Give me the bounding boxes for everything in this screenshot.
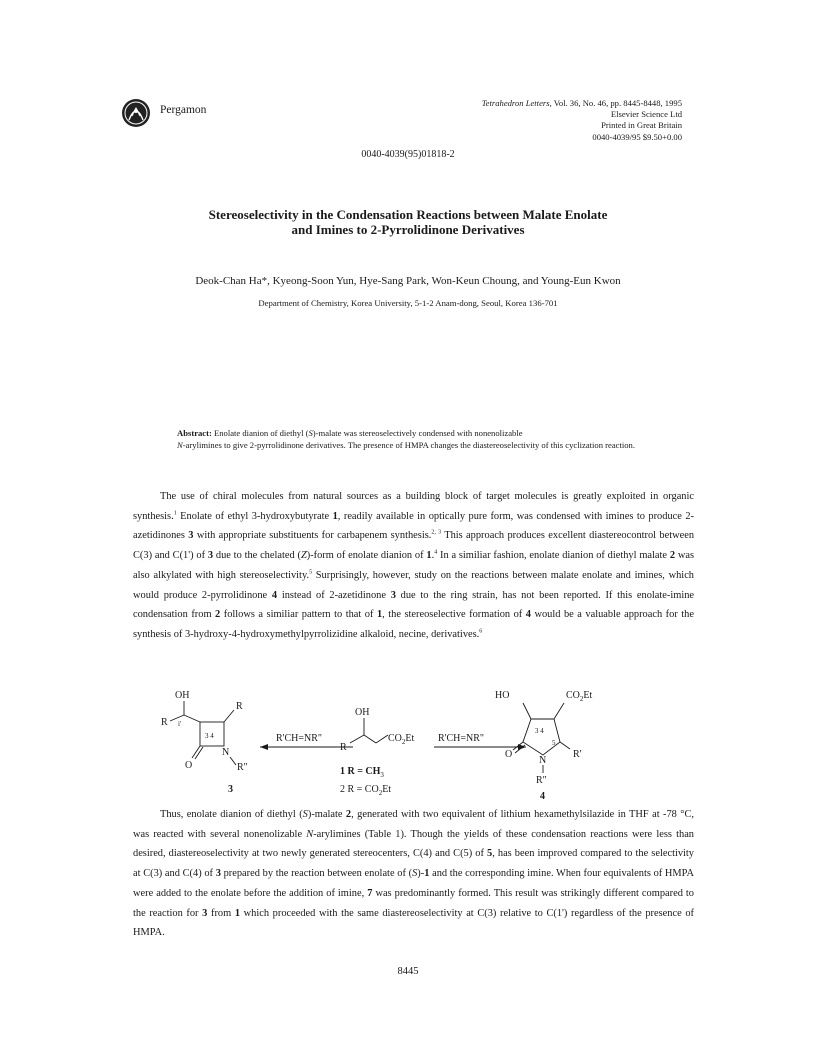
intro-paragraph: The use of chiral molecules from natural sources as a building block of target molecules is greatly exploited in organic synthesis.$^1$ Enolate of ethyl 3-hydroxybutyrate 1, readily available in optically pure form, was condensed with imines to produce 2-azetidinones 3 with appropriate substituents for carbapenem synthesis.$^{2, 3}$ This approach produces excellent diastereocontrol between C(3) and C(1') of 3 due to the chelated (Z)-form of enolate dianion of 1.$^4$ In a similiar fashion, enolate dianion of diethyl malate 2 was also alkylated with high stereoselectivity.$^5$ Surprisingly, however, study on the reactions between malate enolate and imines, which would produce 2-pyrrolidinone 4 instead of 2-azetidinone 3 due to the ring strain, has not been reported. If this enolate-imine condensation from 2 follows a similiar pattern to that of 1, the stereoselective formation of 4 would be a valuable approach for the synthesis of 3-hydroxy-4-hydroxymethylpyrrolizidine alkaloid, necine, derivatives.$^6$: [133, 491, 695, 640]
compound-ref: 1: [424, 868, 430, 880]
et-label: Et: [405, 733, 415, 744]
label-2: 2 R = CO: [340, 784, 379, 795]
compound-ref: 2: [215, 609, 221, 621]
svg-text:1 R = CH3: [340, 766, 384, 779]
compound-1-2-structure: [340, 707, 415, 797]
compound-ref: 3: [390, 589, 396, 601]
abstract-text: )-malate was stereoselectively condensed with nonenolizable: [312, 428, 523, 438]
n-label: N: [222, 747, 230, 758]
svg-text:CO2Et: [388, 733, 415, 746]
abstract: [177, 427, 637, 451]
subscript: 3: [380, 771, 384, 779]
journal-name: Tetrahedron Letters: [481, 98, 550, 108]
ring-numbering: 3 4: [205, 732, 214, 740]
citation-ref: 2, 3: [431, 529, 442, 536]
title-line-1: Stereoselectivity in the Condensation Reactions between Malate Enolate: [208, 207, 608, 222]
publisher-name: Pergamon: [160, 104, 207, 116]
compound-ref: 1: [332, 510, 338, 522]
elsevier-logo-icon: [120, 98, 152, 128]
title-line-2: and Imines to 2-Pyrrolidinone Derivatives: [291, 222, 525, 237]
citation-ref: 6: [479, 628, 483, 635]
reagent-label: R'CH=NR": [276, 733, 322, 744]
price-line: 0040-4039/95 $9.50+0.00: [592, 131, 682, 142]
abstract-text: N: [177, 440, 183, 450]
compound-ref: 3: [215, 868, 221, 880]
doi-code: 0040-4039(95)01818-2: [361, 149, 455, 160]
page-number: 8445: [397, 966, 419, 977]
compound-3-structure: [161, 690, 248, 795]
oh-label: OH: [175, 690, 190, 701]
co2et-label: CO: [388, 733, 402, 744]
compound-ref: 3: [202, 907, 208, 919]
compound-number: 4: [540, 791, 545, 800]
compound-ref: 1: [234, 907, 241, 919]
compound-number: 3: [228, 784, 233, 795]
compound-ref: 5: [487, 848, 493, 860]
svg-text:CO2Et: [566, 690, 593, 703]
citation-ref: 5: [309, 569, 313, 576]
subscript: 2: [579, 695, 584, 703]
label-1: 1 R = CH: [340, 766, 381, 777]
ho-label: HO: [495, 690, 510, 701]
compound-ref: 3: [207, 550, 214, 562]
ring-numbering: 5: [552, 739, 556, 747]
o-label: O: [185, 760, 193, 771]
abstract-text: S: [308, 428, 313, 438]
abstract-text: Enolate dianion of diethyl (: [211, 428, 309, 438]
citation-ref: 4: [434, 549, 438, 556]
results-paragraph: Thus, enolate dianion of diethyl (S)-malate 2, generated with two equivalent of lithium hexamethylsilazide in THF at -78 °C, was reacted with several nonenolizable N-arylimines (Table 1). Though the yields of these condensation reactions were less than desired, diastereoselectivity at two newly generated stereocenters, C(4) and C(5) of 5, has been improved compared to the selectivity at C(3) and C(4) of 3 prepared by the reaction between enolate of (S)-1 and the corresponding imine. When four equivalents of HMPA were added to the enolate before the addition of imine, 7 was predominantly formed. This result was strikingly different compared to the reaction for 3 from 1 which proceeded with the same diastereoselectivity at C(3) relative to C(1') regardless of the presence of HMPA.: [133, 809, 695, 939]
et-label: Et: [583, 690, 593, 701]
journal-citation: [482, 98, 682, 143]
o-label: O: [505, 749, 513, 760]
stereo-label: i': [178, 720, 182, 728]
et-label: Et: [382, 784, 392, 795]
compound-ref: 4: [271, 589, 278, 601]
affiliation: Department of Chemistry, Korea University, 5-1-2 Anam-dong, Seoul, Korea 136-701: [258, 298, 558, 308]
ring-numbering: 3 4: [535, 727, 544, 735]
compound-ref: 2: [345, 809, 352, 820]
compound-4-structure: [495, 690, 593, 800]
printed-line: Printed in Great Britain: [601, 120, 682, 131]
abstract-text: -arylimines to give 2-pyrrolidinone derivatives. The presence of HMPA changes the diastereoselectivity of this cyclization reaction.: [182, 440, 635, 450]
r-double-prime-label: R": [536, 775, 547, 786]
citation-ref: 1: [173, 510, 177, 517]
compound-ref: 4: [525, 609, 531, 621]
r-label: R: [236, 701, 243, 712]
reagent-label: R'CH=NR": [438, 733, 484, 744]
journal-volume: , Vol. 36, No. 46, pp. 8445-8448, 1995: [549, 98, 682, 108]
oh-label: OH: [355, 707, 370, 718]
compound-ref: 2: [669, 550, 676, 562]
paper-title: [120, 207, 696, 237]
author-list: Deok-Chan Ha*, Kyeong-Soon Yun, Hye-Sang Park, Won-Keun Choung, and Young-Eun Kwon: [195, 275, 621, 287]
svg-text:2 R = CO2Et: [340, 784, 391, 797]
publisher-line: Elsevier Science Ltd: [610, 109, 682, 120]
reaction-scheme: [150, 685, 690, 800]
r-prime-label: R': [573, 749, 582, 760]
co2et-label: CO: [566, 690, 580, 701]
subscript: 2: [378, 789, 383, 797]
compound-ref: 7: [367, 887, 373, 899]
subscript: 2: [401, 738, 406, 746]
compound-ref: 1: [376, 609, 383, 621]
n-label: N: [539, 755, 547, 766]
r-label: R: [161, 717, 168, 728]
r-label: R: [340, 742, 347, 753]
abstract-label: Abstract:: [177, 428, 212, 438]
compound-ref: 1: [426, 550, 432, 562]
compound-ref: 3: [188, 530, 194, 542]
r-double-prime-label: R": [237, 762, 248, 773]
